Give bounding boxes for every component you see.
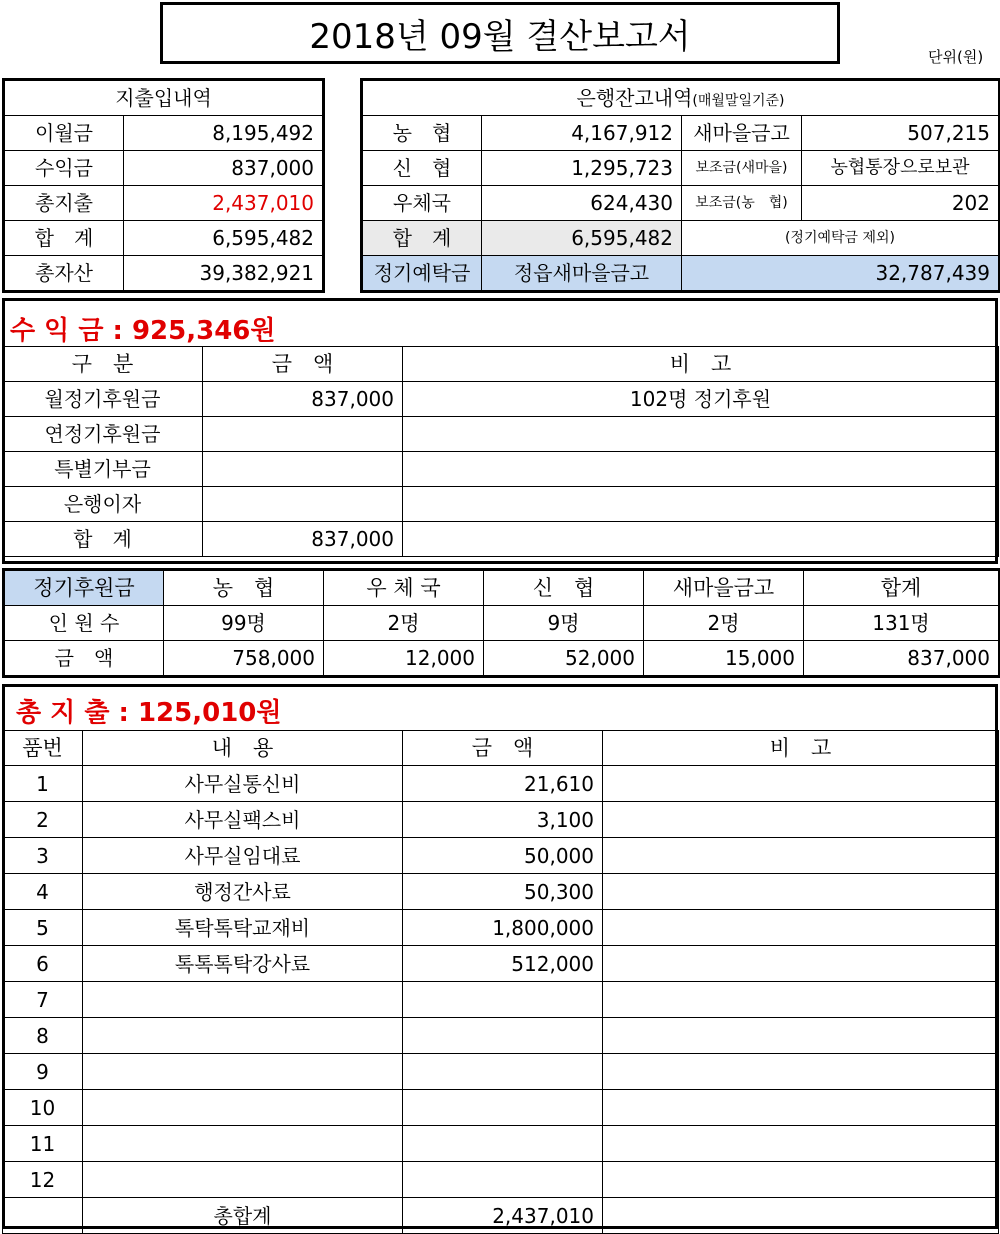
income-title: 수 익 금 : 925,346원 (10, 316, 276, 346)
table-row: 1 사무실통신비 21,610 (3, 766, 999, 802)
expense-detail-table: 품번 내 용 금 액 비 고 1 사무실통신비 21,610 2 사무실팩스비 3,100 3 사무실임대료 50,000 4 행정간사료 50,300 5 톡탁톡탁교재비 1,800,000 6 톡톡톡탁강사료 512,000 7 8 9 10 11 12 총합계 2,437,010 (2, 730, 999, 1234)
income-table: 구 분 금 액 비 고 월정기후원금 837,000 102명 정기후원 연정기후원금 특별기부금 은행이자 합 계 837,000 (2, 346, 999, 557)
total-expense-value: 2,437,010 (124, 186, 324, 221)
table-row: 11 (3, 1126, 999, 1162)
table-row: 합 계 6,595,482 (정기예탁금 제외) (362, 221, 1000, 256)
table-row: 월정기후원금 837,000 102명 정기후원 (3, 382, 999, 417)
bank-balance-table (360, 78, 1000, 293)
table-row: 은행이자 (3, 487, 999, 522)
table-row: 4 행정간사료 50,300 (3, 874, 999, 910)
expense-title: 총 지 출 : 125,010원 (16, 698, 282, 728)
table-row: 합 계 837,000 (3, 522, 999, 557)
bank-balance-header: 은행잔고내역(매월말일기준) (362, 80, 1000, 116)
table-row: 금 액 758,000 12,000 52,000 15,000 837,000 (4, 641, 1000, 677)
table-row: 총지출 2,437,010 (4, 186, 324, 221)
table-row: 2 사무실팩스비 3,100 (3, 802, 999, 838)
table-row: 농 협 4,167,912 새마을금고 507,215 (362, 116, 1000, 151)
table-row: 8 (3, 1018, 999, 1054)
expense-summary-header: 지출입내역 (4, 80, 324, 116)
table-row: 12 (3, 1162, 999, 1198)
table-row: 인 원 수 99명 2명 9명 2명 131명 (4, 606, 1000, 641)
table-row: 신 협 1,295,723 보조금(새마을) 농협통장으로보관 (362, 151, 1000, 186)
unit-label: 단위(원) (928, 48, 984, 66)
table-row: 연정기후원금 (3, 417, 999, 452)
table-row: 우체국 624,430 보조금(농 협) 202 (362, 186, 1000, 221)
expense-summary-table (2, 78, 325, 293)
table-row: 총자산 39,382,921 (4, 256, 324, 292)
table-row: 10 (3, 1090, 999, 1126)
table-row: 이월금 8,195,492 (4, 116, 324, 151)
table-row: 9 (3, 1054, 999, 1090)
deposit-row: 정기예탁금 정읍새마을금고 32,787,439 (362, 256, 1000, 292)
total-row: 총합계 2,437,010 (3, 1198, 999, 1234)
table-row: 6 톡톡톡탁강사료 512,000 (3, 946, 999, 982)
page-title: 2018년 09월 결산보고서 (160, 2, 840, 64)
table-row: 합 계 6,595,482 (4, 221, 324, 256)
table-row: 특별기부금 (3, 452, 999, 487)
table-row: 수익금 837,000 (4, 151, 324, 186)
table-row: 7 (3, 982, 999, 1018)
donations-table: 정기후원금 농 협 우 체 국 신 협 새마을금고 합계 인 원 수 99명 2명 9명 2명 131명 금 액 758,000 12,000 52,000 15,000 837,000 (2, 568, 1000, 678)
table-row: 5 톡탁톡탁교재비 1,800,000 (3, 910, 999, 946)
table-row: 3 사무실임대료 50,000 (3, 838, 999, 874)
